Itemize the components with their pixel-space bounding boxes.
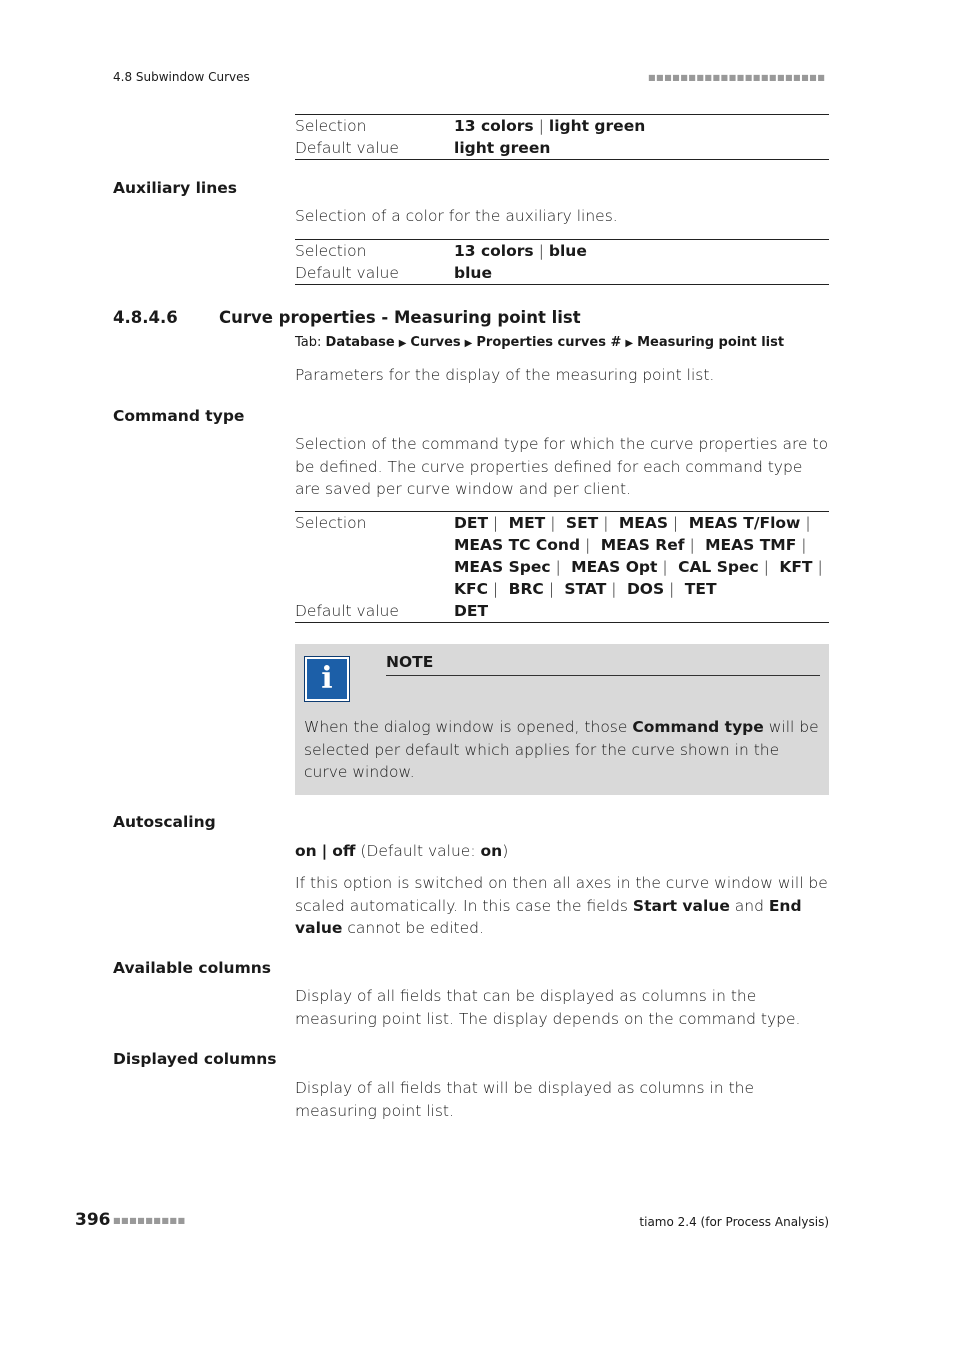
option-separator: | [611,580,617,598]
section-number: 4.8.4.6 [113,308,178,327]
command-option: BRC [508,580,544,598]
option-separator: | [548,580,554,598]
command-type-label: Command type [113,407,245,425]
default-row [295,137,829,159]
option-separator: | [801,536,807,554]
autoscaling-options: on | off (Default value: on) [295,842,509,860]
breadcrumb-item: Properties curves # [476,335,622,350]
triangle-right-icon: ▶ [398,338,407,349]
note-title: NOTE [386,653,820,676]
selection-row [295,512,829,600]
default-key: Default value [295,602,399,620]
command-type-table [295,511,829,623]
available-columns-description: Display of all fields that can be displayed as columns in the measuring point list. The display depends on the command type. [295,987,801,1028]
running-header-dots: ■■■■■■■■■■■■■■■■■■■■■■ [648,73,826,82]
option-separator: | [763,558,769,576]
breadcrumb-item: Measuring point list [637,335,785,350]
triangle-right-icon: ▶ [464,338,473,349]
breadcrumb-item: Curves [410,335,461,350]
section-title: Curve properties - Measuring point list [219,308,581,327]
footer-dots: ■■■■■■■■■ [113,1216,186,1225]
command-options [454,512,829,600]
command-option: MEAS TC Cond [454,536,581,554]
auxiliary-lines-label: Auxiliary lines [113,179,237,197]
autoscaling-label: Autoscaling [113,813,216,831]
auxiliary-color-table [295,239,829,285]
note-body: When the dialog window is opened, those Command type will be selected per default which applies for the curve shown in the curve window. [304,718,819,781]
info-icon: i [304,656,350,702]
breadcrumb-item: Database [325,335,395,350]
section-intro: Parameters for the display of the measuring point list. [295,366,715,384]
command-option: STAT [564,580,607,598]
command-type-description: Selection of the command type for which the curve properties are to be defined. The curve properties defined for each command type are saved per curve window and per client. [295,435,829,498]
selection-row: Selection 13 colors | blue [295,242,587,260]
product-name: tiamo 2.4 (for Process Analysis) [639,1215,829,1229]
running-header-section: 4.8 Subwindow Curves [113,70,250,84]
command-option: DET [454,514,489,532]
selection-value: 13 colors [454,117,534,135]
available-columns-label: Available columns [113,959,272,977]
triangle-right-icon: ▶ [625,338,634,349]
option-separator: | [550,514,556,532]
option-separator: | [493,514,499,532]
default-row [295,600,829,622]
command-option: KFT [779,558,813,576]
option-separator: | [555,558,561,576]
command-option: MEAS [618,514,669,532]
default-key: Default value [295,264,399,282]
note-box [295,644,829,795]
selection-row: Selection 13 colors | light green [295,117,646,135]
breadcrumb-prefix: Tab: [295,335,322,350]
auxiliary-lines-description: Selection of a color for the auxiliary lines. [295,207,618,225]
command-option: MEAS TMF [705,536,797,554]
default-key: Default value [295,139,399,157]
command-option: MET [508,514,546,532]
section-heading [113,308,581,327]
command-option: MEAS T/Flow [688,514,801,532]
option-separator: | [689,536,695,554]
selection-value: 13 colors [454,242,534,260]
selection-value: light green [548,117,646,135]
command-option: CAL Spec [678,558,759,576]
autoscaling-description: If this option is switched on then all axes in the curve window will be scaled automatically. In this case the fields Start value and End value cannot be edited. [295,874,828,937]
default-value: DET [454,602,489,620]
option-separator: | [662,558,668,576]
option-separator: | [603,514,609,532]
default-value: light green [454,139,551,157]
option-separator: | [805,514,811,532]
default-value: blue [454,264,492,282]
selection-key: Selection [295,514,367,532]
default-row [295,262,829,284]
selection-key: Selection [295,117,367,135]
command-option: SET [565,514,599,532]
option-separator: | [669,580,675,598]
command-option: MEAS Spec [454,558,551,576]
selection-value: blue [548,242,587,260]
option-separator: | [492,580,499,598]
selection-key: Selection [295,242,367,260]
option-separator: | [673,514,679,532]
page-number: 396 [75,1210,111,1230]
command-option: KFC [454,580,488,598]
command-option: DOS [626,580,665,598]
option-separator: | [585,536,591,554]
option-separator: | [817,558,823,576]
displayed-columns-description: Display of all fields that will be displayed as columns in the measuring point list. [295,1079,755,1120]
command-option: TET [684,580,717,598]
color-selection-table [295,114,829,160]
command-option: MEAS Ref [600,536,685,554]
displayed-columns-label: Displayed columns [113,1050,277,1068]
tab-breadcrumb [295,335,784,350]
command-option: MEAS Opt [571,558,658,576]
